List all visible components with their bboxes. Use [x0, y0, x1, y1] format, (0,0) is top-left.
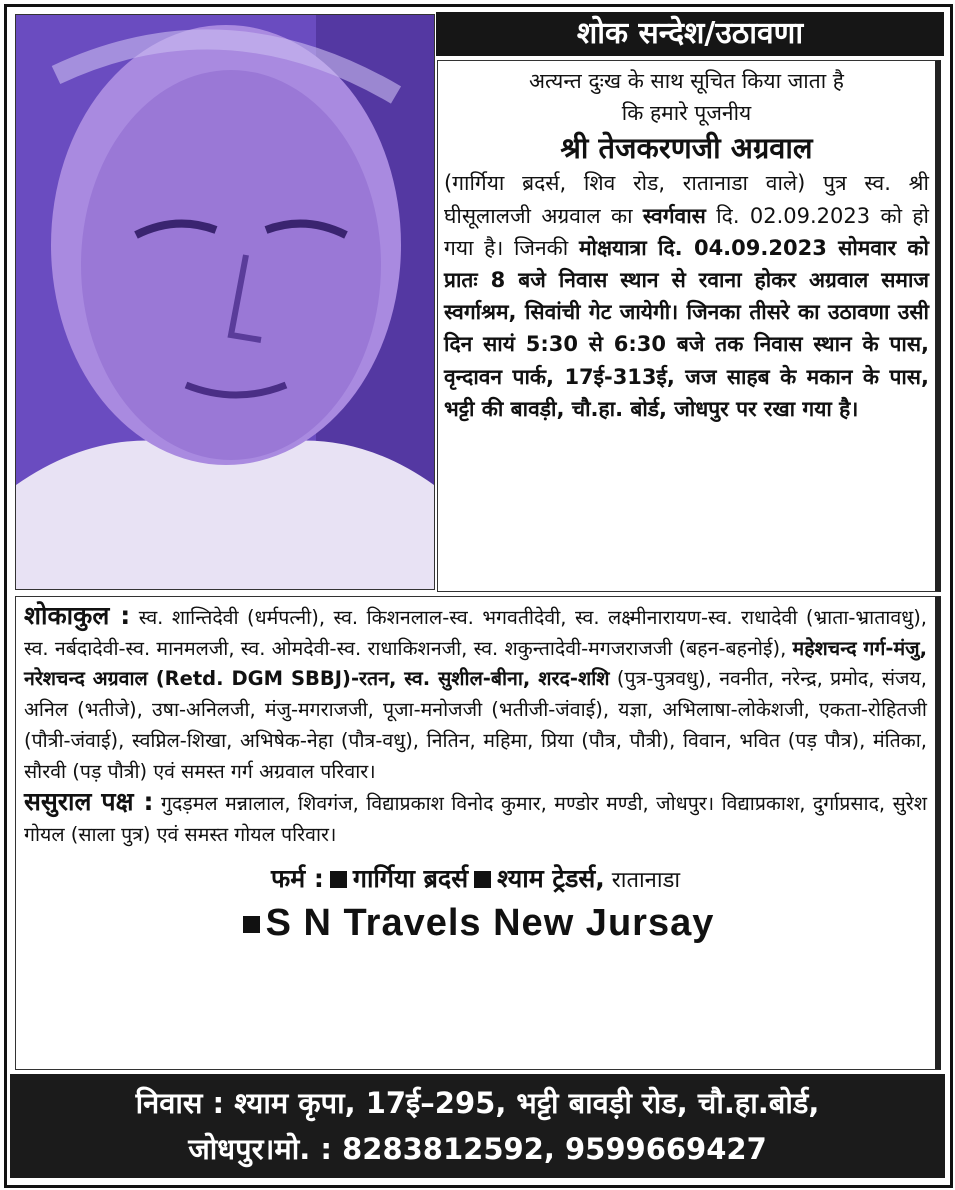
notice-text-box — [437, 60, 941, 592]
notice-body-text: दि. 02.09.2023 को हो गया है। जिनकी — [444, 203, 929, 260]
mourners-text: (पुत्र-पुत्रवधु), नवनीत, नरेन्द्र, प्रमोद, संजय, अनिल (भतीजे), उषा-अनिलजी, मंजु-मगराजजी, पूजा-मनोजजी (भतीजी-जंवाई), यज्ञा, अभिलाषा-लोकेशजी, एकता-रोहितजी (पौत्री-जंवाई), स्वप्निल-शिखा, अभिषेक-नेहा (पौत्र-वधु), नितिन, महिमा, प्रिया (पौत्र, पौत्री), विवान, भवित (पड़ पौत्र), मंतिका, सौरवी (पड़ पौत्री) एवं समस्त गर्ग अग्रवाल परिवार। — [24, 667, 927, 783]
mourners-text: स्व. शान्तिदेवी (धर्मपत्नी), स्व. किशनलाल-स्व. भगवतीदेवी, स्व. लक्ष्मीनारायण-स्व. राधादेवी (भ्राता-भ्रातावधु), स्व. नर्बदादेवी-स्व. मानमलजी, स्व. ओमदेवी-स्व. राधाकिशनजी, स्व. शकुन्तादेवी-मगजराजजी (बहन-बहनोई), — [24, 606, 927, 660]
square-bullet-icon — [330, 871, 347, 888]
firm-label: फर्म : — [270, 863, 324, 893]
firm-name-2: श्याम ट्रेडर्स, — [497, 863, 605, 893]
portrait-photo — [15, 14, 435, 590]
inlaws-label: ससुराल पक्ष : — [24, 787, 154, 817]
notice-body — [444, 167, 929, 425]
notice-header: शोक सन्देश/उठावणा — [436, 12, 944, 56]
address-line: निवास : श्याम कृपा, 17ई–295, भट्टी बावड़ी रोड, चौ.हा.बोर्ड, — [135, 1086, 820, 1120]
intro-line-1: अत्यन्त दुःख के साथ सूचित किया जाता है — [529, 69, 844, 93]
square-bullet-icon — [243, 916, 260, 933]
family-section — [15, 596, 941, 1070]
inlaws-paragraph — [24, 787, 927, 850]
mourners-bold: महेशचन्द गर्ग-मंजु, नरेशचन्द अग्रवाल (Retd. DGM SBBJ)-रतन, स्व. सुशील-बीना, शरद-शशि — [24, 636, 928, 691]
notice-body-bold: स्वर्गवास — [642, 203, 706, 228]
intro-line-2: कि हमारे पूजनीय — [621, 101, 752, 126]
contact-line: जोधपुर।मो. : 8283812592, 9599669427 — [188, 1132, 767, 1166]
inlaws-text: गुदड़मल मन्नालाल, शिवगंज, विद्याप्रकाश विनोद कुमार, मण्डोर मण्डी, जोधपुर। विद्याप्रकाश, दुर्गाप्रसाद, सुरेश गोयल (साला पुत्र) एवं समस्त गोयल परिवार। — [24, 792, 928, 846]
notice-funeral-details: मोक्षयात्रा दि. 04.09.2023 सोमवार को प्रातः 8 बजे निवास स्थान से रवाना होकर अग्रवाल समाज स्वर्गाश्रम, सिवांची गेट जायेगी। जिनका तीसरे का उठावणा उसी दिन सायं 5:30 से 6:30 बजे तक निवास स्थान के पास, वृन्दावन पार्क, 17ई-313ई, जज साहब के मकान के पास, भट्टी की बावड़ी, चौ.हा. बोर्ड, जोधपुर पर रखा गया है। — [444, 235, 929, 421]
mourners-paragraph — [24, 601, 927, 787]
deceased-name: श्री तेजकरणजी अग्रवाल — [560, 131, 813, 166]
travels-line — [24, 901, 927, 945]
square-bullet-icon — [474, 871, 491, 888]
residence-footer — [10, 1074, 945, 1178]
firm-name-1: गार्गिया ब्रदर्स — [352, 863, 469, 893]
firm-line — [24, 859, 927, 901]
travels-name: S N Travels New Jursay — [265, 901, 715, 944]
mourners-label: शोकाकुल : — [24, 601, 131, 630]
firm-place: रातानाडा — [604, 867, 681, 893]
notice-body-text: (गार्गिया ब्रदर्स, शिव रोड, रातानाडा वाले) पुत्र स्व. श्री घीसूलालजी अग्रवाल का — [444, 171, 929, 228]
